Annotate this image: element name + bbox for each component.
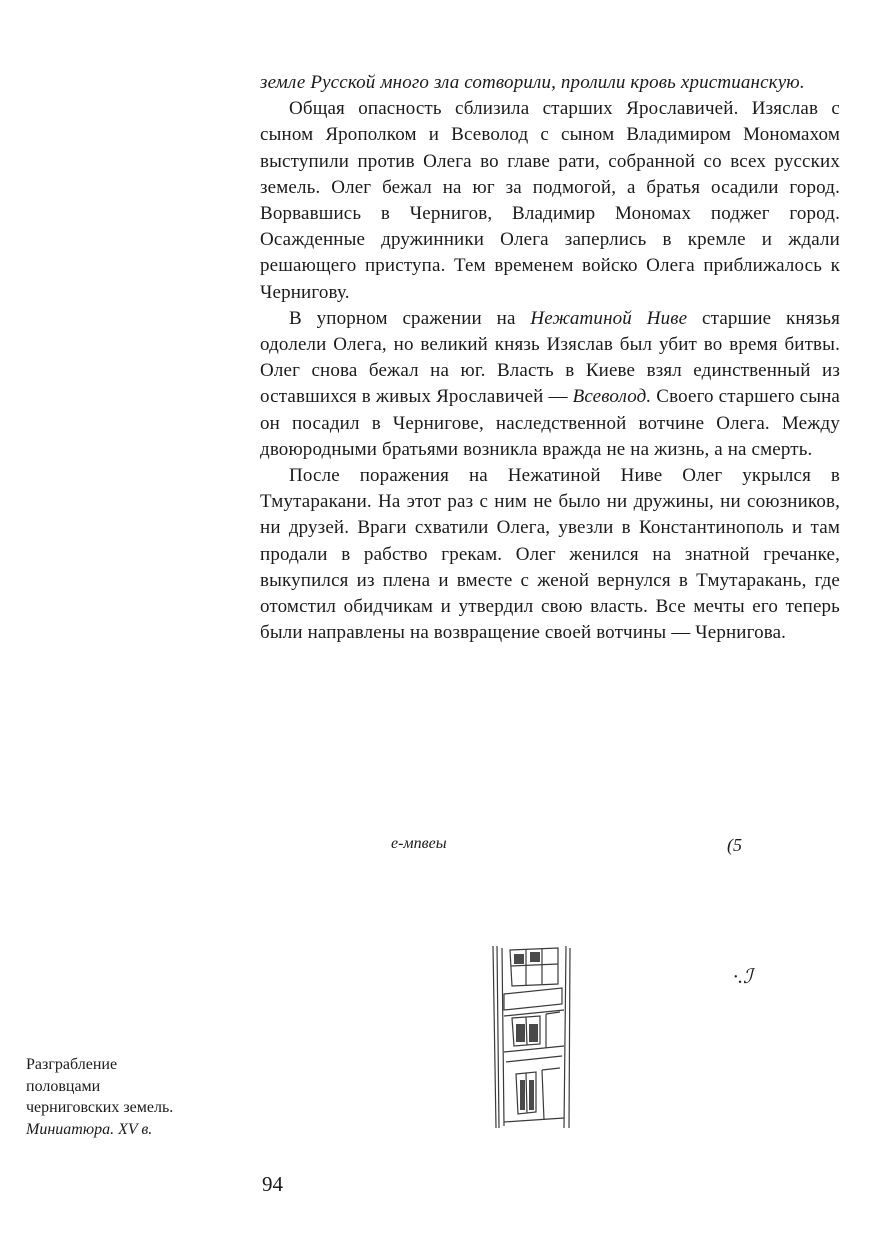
body-text [260, 70, 840, 646]
caption-source: Миниатюра. XV в. [26, 1120, 153, 1138]
illustration-caption [26, 1054, 256, 1140]
paragraph: Общая опасность сблизила старших Ярославичей. Изяслав с сыном Ярополком и Всеволод с сыном Владимиром Мономахом выступили против Олега во главе рати, собранной со всех русских земель. Олег бежал на юг за подмогой, а братья осадили город. Ворвавшись в Чернигов, Владимир Мономах поджег город. Осажденные дружинники Олега заперлись в кремле и ждали решающего приступа. Тем временем войско Олега приближалось к Чернигову. [260, 98, 840, 303]
caption-line: черниговских земель. [26, 1099, 174, 1116]
caption-line: Разграбление [26, 1056, 118, 1073]
scan-fragment-text: ·.ℐ [733, 966, 753, 988]
scan-fragment-text: (5 [727, 835, 742, 855]
paragraph-continuation [260, 70, 840, 96]
paragraph [260, 306, 840, 463]
paragraph-text: старшие князья одолели Олега, но великий князь Изяслав был убит во время битвы. Олег снова бежал на юг. Власть в Киеве взял единственный из оставшихся в живых Ярославичей — [260, 307, 840, 408]
page-number: 94 [262, 1172, 283, 1196]
paragraph-text: В упорном сражении на [289, 307, 531, 329]
paragraph: После поражения на Нежатиной Ниве Олег укрылся в Тмутаракани. На этот раз с ним не было ни дружины, ни союзников, ни друзей. Враги схватили Олега, увезли в Константинополь и там продали в рабство грекам. Олег женился на знатной гречанке, выкупился из плена и вместе с женой вернулся в Тмутаракань, где отомстил обидчикам и утвердил свою власть. Все мечты его теперь были направлены на возвращение своей вотчины — Чернигова. [260, 465, 840, 644]
italic-text: Всеволод. [572, 386, 652, 408]
paragraph-text: Своего старшего сына он посадил в Чернигове, наследственной вотчине Олега. Между двоюродными братьями возникла вражда не на жизнь, а на смерть. [260, 386, 841, 460]
scan-fragment-text: е-мпвеы [391, 835, 447, 852]
italic-text: Нежатиной Ниве [530, 307, 688, 329]
caption-line: половцами [26, 1077, 101, 1095]
miniature-illustration [490, 944, 572, 1130]
italic-text: земле Русской много зла сотворили, пролили кровь христианскую. [260, 72, 805, 93]
